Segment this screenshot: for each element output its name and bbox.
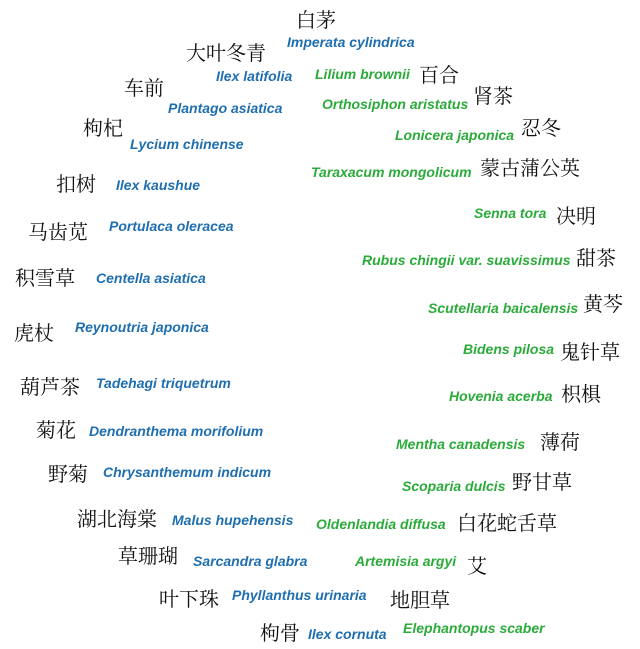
plant-latin-left: Tadehagi triquetrum [96,375,231,391]
plant-latin-left: Ilex kaushue [116,177,201,193]
plant-cn-left: 虎杖 [14,321,54,345]
plant-cn-right: 白花蛇舌草 [457,511,557,535]
plant-latin-left: Ilex cornuta [308,626,387,642]
plant-cn-right: 忍冬 [521,116,561,140]
plant-latin-right: Lilium brownii [315,66,410,82]
plant-cn-right: 黄芩 [583,292,623,316]
plant-cn-left: 叶下珠 [159,587,219,611]
plant-latin-left: Malus hupehensis [172,512,294,528]
plant-cn-left: 湖北海棠 [77,507,157,531]
plant-latin-right: Hovenia acerba [449,388,553,404]
plant-cn-right: 野甘草 [512,470,572,494]
plant-cn-right: 肾茶 [473,84,513,108]
plant-latin-left: Lycium chinense [130,136,244,152]
plant-cn-left: 马齿苋 [28,220,88,244]
plant-cn-left: 枸杞 [83,116,123,140]
plant-cn-right: 甜茶 [576,246,616,270]
plant-cn-left: 葫芦茶 [20,375,80,399]
plant-latin-right: Scutellaria baicalensis [428,300,579,316]
plant-latin-left: Phyllanthus urinaria [232,587,367,603]
plant-latin-right: Orthosiphon aristatus [322,96,469,112]
plant-latin-right: Artemisia argyi [355,553,457,569]
plant-cn-top: 白茅 [296,8,336,32]
plant-cn-left: 菊花 [36,418,76,442]
plant-latin-left: Dendranthema morifolium [89,423,264,439]
plant-latin-right: Elephantopus scaber [403,620,545,636]
plant-cn-right: 薄荷 [540,430,580,454]
plant-cn-right: 蒙古蒲公英 [480,156,580,180]
plant-latin-right: Senna tora [474,205,547,221]
plant-latin-left: Ilex latifolia [216,68,293,84]
plant-cn-left: 大叶冬青 [186,41,266,65]
plant-latin-right: Rubus chingii var. suavissimus [362,252,571,268]
plant-cn-right: 艾 [467,554,487,578]
plant-latin-left: Centella asiatica [96,270,206,286]
plant-cn-left: 车前 [124,76,164,100]
plant-cn-right: 鬼针草 [560,340,620,364]
plant-cn-left: 枸骨 [260,621,300,645]
plant-latin-top: Imperata cylindrica [287,34,415,50]
plant-latin-right: Mentha canadensis [396,436,526,452]
plant-cn-left: 积雪草 [15,266,75,290]
plant-cn-right: 地胆草 [390,588,450,612]
plant-latin-right: Taraxacum mongolicum [311,164,472,180]
plant-latin-right: Oldenlandia diffusa [316,516,446,532]
plant-cn-right: 百合 [419,63,459,87]
plant-latin-right: Bidens pilosa [463,341,555,357]
plant-latin-right: Lonicera japonica [395,127,515,143]
plant-latin-right: Scoparia dulcis [402,478,506,494]
plant-cn-right: 决明 [556,204,596,228]
plant-latin-left: Reynoutria japonica [75,319,209,335]
plant-latin-left: Plantago asiatica [168,100,283,116]
plant-cn-left: 草珊瑚 [118,544,178,568]
plant-cn-left: 野菊 [48,462,88,486]
plant-latin-left: Portulaca oleracea [109,218,234,234]
plant-cn-left: 扣树 [56,172,96,196]
plant-latin-left: Chrysanthemum indicum [103,464,272,480]
plant-cn-right: 枳椇 [561,382,601,406]
plant-latin-left: Sarcandra glabra [193,553,308,569]
